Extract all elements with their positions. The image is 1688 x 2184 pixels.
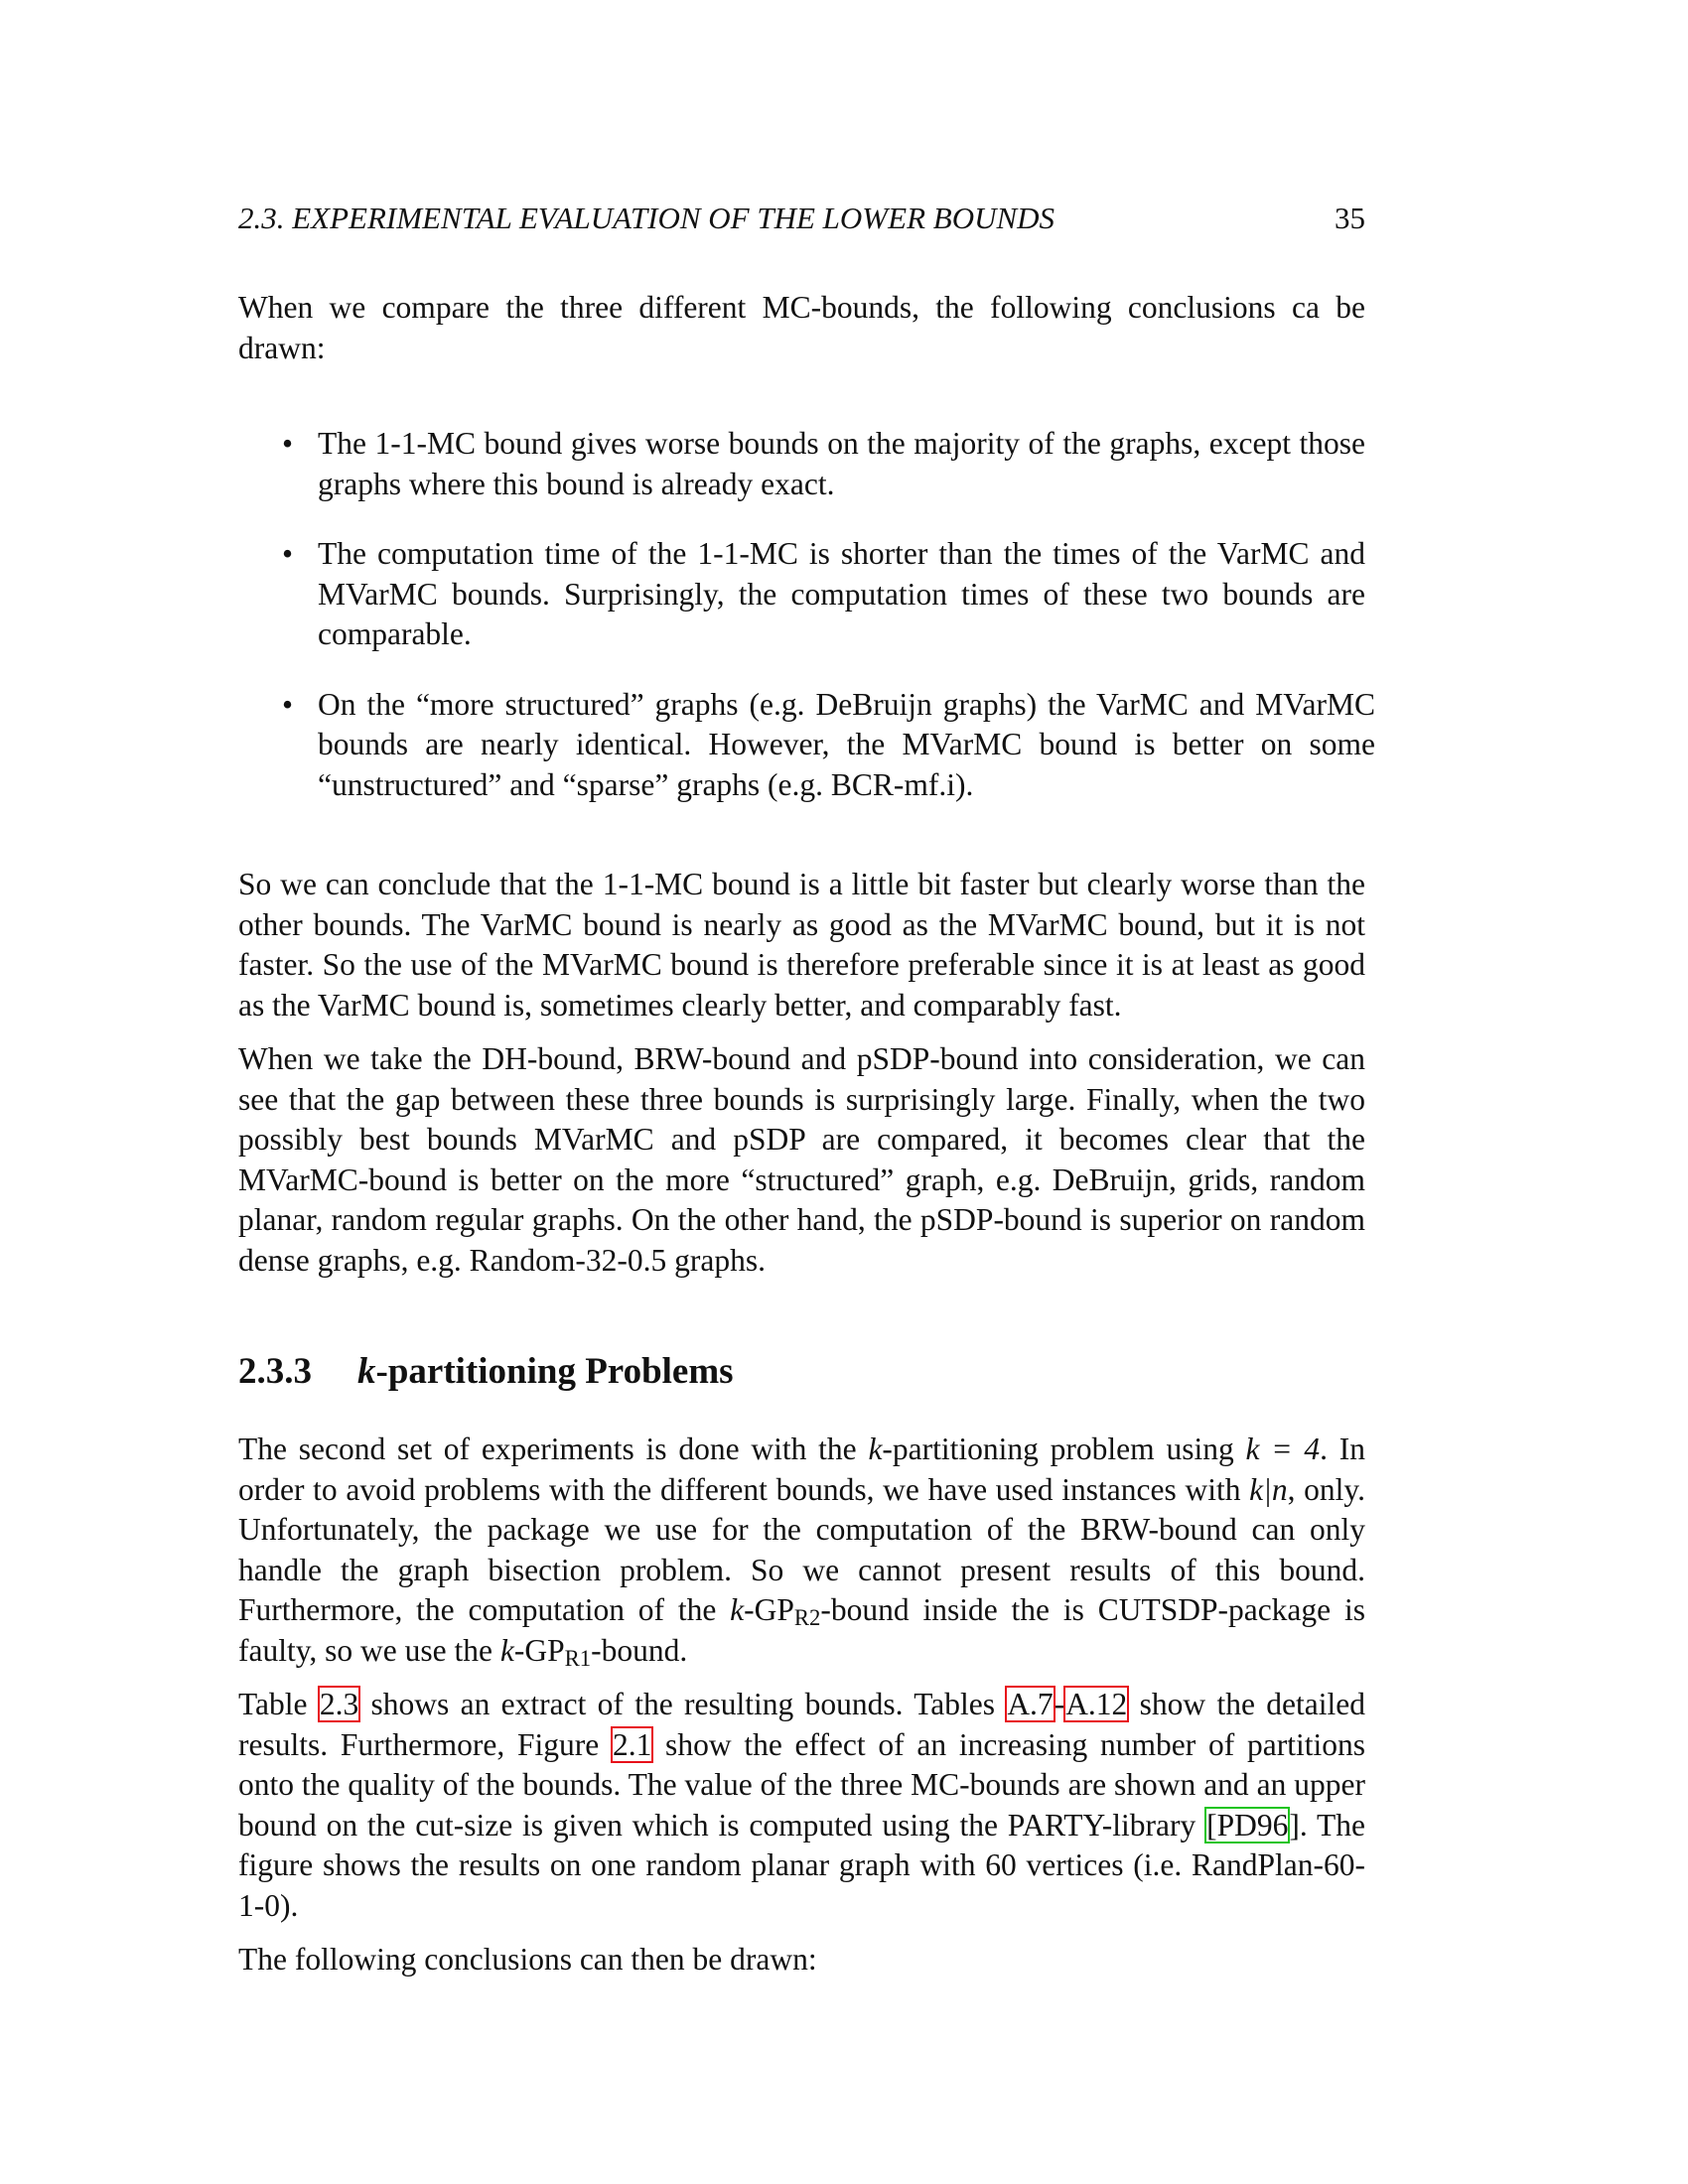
bullet-icon: • (282, 426, 294, 461)
page (238, 199, 1375, 1980)
equation: k = 4 (1245, 1432, 1321, 1466)
results-paragraph: Table 2.3 shows an extract of the resulting bounds. Tables A.7-A.12 show the detailed results. Furthermore, Figure 2.1 show the effect of an increasing number of partitions onto the quality of the bounds. The value of the three MC-bounds are shown and an upper bound on the cut-size is given which is computed using the PARTY-library [PD96]. The figure shows the results on one random planar graph with 60 vertices (i.e. RandPlan-60-1-0). (238, 1687, 1365, 1923)
conclusion-paragraph: So we can conclude that the 1-1-MC bound is a little bit faster but clearly worse than the other bounds. The VarMC bound is nearly as good as the MVarMC bound, but it is not faster. So the use of the MVarMC bound is therefore preferable since it is at least as good as the VarMC bound is, sometimes clearly better, and comparably fast. (238, 867, 1365, 1023)
section-title: -partitioning Problems (375, 1351, 734, 1392)
table-ref-link[interactable]: 2.3 (319, 1687, 359, 1721)
table-a12-ref-link[interactable]: A.12 (1065, 1687, 1128, 1721)
final-paragraph: The following conclusions can then be drawn: (238, 1942, 817, 1977)
running-title: 2.3. EXPERIMENTAL EVALUATION OF THE LOWER BOUNDS (238, 201, 1055, 235)
bullet-icon: • (282, 536, 294, 571)
citation-link[interactable]: [PD96 (1206, 1807, 1289, 1843)
bullet-icon: • (282, 686, 294, 722)
list-item: • The 1-1-MC bound gives worse bounds on the majority of the graphs, except those graphs where this bound is already exact. (282, 426, 1365, 501)
equation: k|n (1249, 1471, 1288, 1507)
section-heading (238, 1350, 1365, 1394)
section-number: 2.3.3 (238, 1351, 312, 1392)
conclusion-list (238, 424, 1375, 805)
page-number: 35 (1335, 201, 1365, 235)
dh-bound-paragraph: When we take the DH-bound, BRW-bound and pSDP-bound into consideration, we can see that the gap between these three bounds is surprisingly large. Finally, when the two possibly best bounds MVarMC and pSDP are compared, it becomes clear that the MVarMC-bound is better on the more “structured” graph, e.g. DeBruijn, grids, random planar, random regular graphs. On the other hand, the pSDP-bound is superior on random dense graphs, e.g. Random-32-0.5 graphs. (238, 1041, 1365, 1278)
intro-paragraph: When we compare the three different MC-bounds, the following conclusions ca be drawn: (238, 290, 1365, 365)
table-a7-ref-link[interactable]: A.7 (1007, 1687, 1054, 1721)
list-item: • On the “more structured” graphs (e.g. DeBruijn graphs) the VarMC and MVarMC bounds are nearly identical. However, the MVarMC bound is better on some “unstructured” and “sparse” graphs (e.g. BCR-mf.i). (282, 686, 1375, 802)
running-header (238, 199, 1365, 240)
section-title-k: k (357, 1351, 376, 1392)
figure-ref-link[interactable]: 2.1 (612, 1726, 652, 1762)
k-partitioning-paragraph: The second set of experiments is done with the k-partitioning problem using k = 4. In order to avoid problems with the different bounds, we have used instances with k|n, only. Unfortunately, the package we use for the computation of the BRW-bound can only handle the graph bisection problem. So we cannot present results of this bound. Furthermore, the computation of the $k-GP_{R2}$-bound inside the is CUTSDP-package is faulty, so we use the $k-GP_{R1}$-bound. (238, 1432, 1365, 1671)
list-item: • The computation time of the 1-1-MC is shorter than the times of the VarMC and MVarMC bounds. Surprisingly, the computation times of these two bounds are comparable. (282, 536, 1365, 651)
